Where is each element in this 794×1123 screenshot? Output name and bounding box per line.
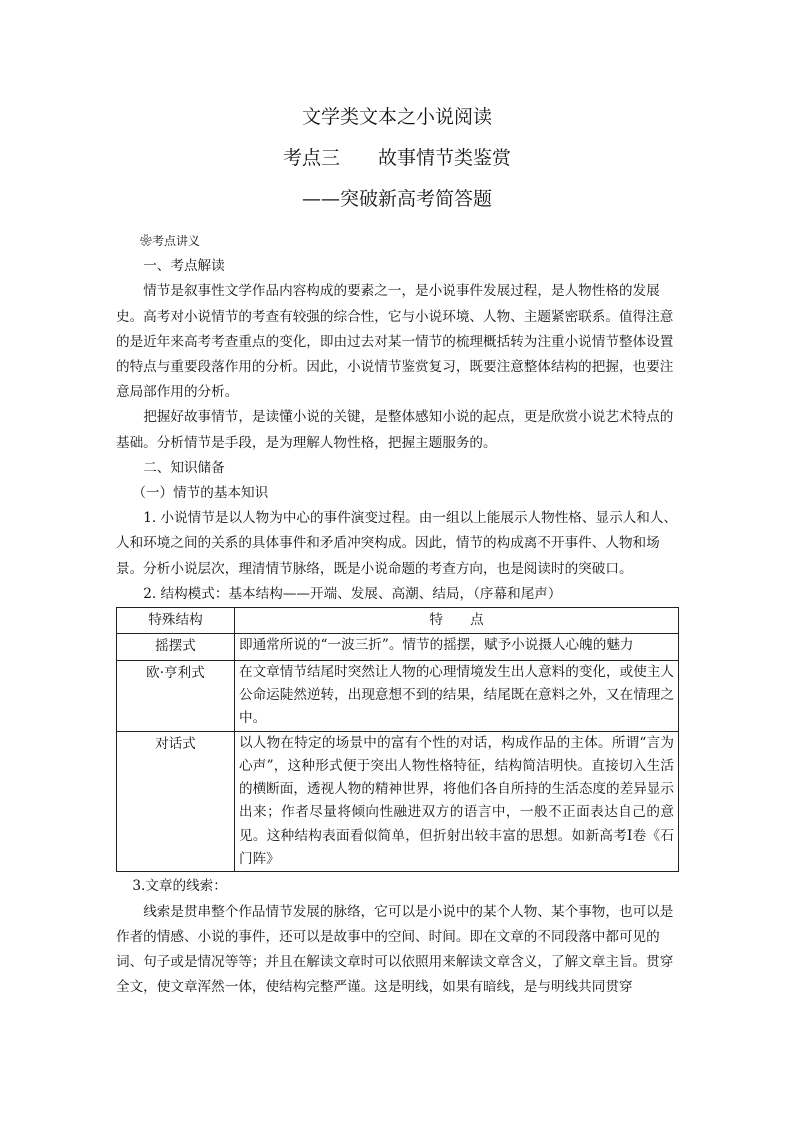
- plot-structure-table: [116, 607, 679, 872]
- part1-paragraph-1: 情节是叙事性文学作品内容构成的要素之一，是小说事件发展过程，是人物性格的发展史。高考对小说情节的考查有较强的综合性，它与小说环境、人物、主题紧密联系。值得注意的是近年来高考考查重点的变化，即由过去对某一情节的梳理概括转为注重小说情节整体设置的特点与重要段落作用的分析。因此，小说情节鉴赏复习，既要注意整体结构的把握，也要注意局部作用的分析。: [116, 283, 674, 401]
- part2-heading: 二、知识储备: [143, 459, 225, 476]
- table-cell-name: 欧·亨利式: [117, 660, 235, 731]
- table-cell-desc: 在文章情节结尾时突然让人物的心理情境发生出人意料的变化，或使主人公命运陡然逆转，出现意想不到的结果，结尾既在意料之外，又在情理之中。: [235, 660, 679, 731]
- table-header-row: [117, 608, 679, 634]
- table-cell-name: 摇摆式: [117, 634, 235, 660]
- part1-heading: 一、考点解读: [143, 258, 225, 275]
- table-cell-desc: 即通常所说的“一波三折”。情节的摇摆，赋予小说摄人心魄的魅力: [235, 634, 679, 660]
- document-subtitle: 考点三 故事情节类鉴赏: [282, 147, 511, 169]
- part3-heading: 3.文章的线索：: [132, 878, 227, 895]
- part3-paragraph: 线索是贯串整个作品情节发展的脉络，它可以是小说中的某个人物、某个事物，也可以是作者的情感、小说的事件，还可以是故事中的空间、时间。即在文章的不同段落中都可见的词、句子或是情况等等；并且在解读文章时可以依照用来解读文章含义，了解文章主旨。贯穿全文，使文章浑然一体，使结构完整严谨。这是明线，如果有暗线，是与明线共同贯穿: [116, 903, 674, 996]
- table-cell-name: 对话式: [117, 731, 235, 872]
- table-row: [117, 634, 679, 660]
- section-note: ❀考点讲义: [140, 234, 201, 248]
- part2-item-2: 2. 结构模式：基本结构——开端、发展、高潮、结局，（序幕和尾声）: [143, 585, 562, 602]
- table-row: [117, 731, 679, 872]
- table-header-name: 特殊结构: [117, 608, 235, 634]
- table-row: [117, 660, 679, 731]
- document-body: [116, 229, 681, 1000]
- part2-item-1: 1. 小说情节是以人物为中心的事件演变过程。由一组以上能展示人物性格、显示人和人、人和环境之间的关系的具体事件和矛盾冲突构成。因此，情节的构成离不开事件、人物和场景。分析小说层次，理清情节脉络，既是小说命题的考查方向，也是阅读时的突破口。: [116, 510, 678, 577]
- document-tagline: ——突破新高考简答题: [301, 188, 492, 210]
- document-title: 文学类文本之小说阅读: [301, 106, 492, 128]
- table-header-desc: 特 点: [235, 608, 679, 634]
- table-cell-desc: 以人物在特定的场景中的富有个性的对话，构成作品的主体。所谓“言为心声”，这种形式便于突出人物性格特征，结构简洁明快。直接切入生活的横断面，透视人物的精神世界，将他们各自所持的生活态度的差异显示出来；作者尽量将倾向性融进双方的语言中，一般不正面表达自己的意见。这种结构表面看似简单，但折射出较丰富的思想。如新高考Ⅰ卷《石门阵》: [235, 731, 679, 872]
- part2-subheading: （一）情节的基本知识: [132, 485, 269, 502]
- part1-paragraph-2: 把握好故事情节，是读懂小说的关键，是整体感知小说的起点，更是欣赏小说艺术特点的基础。分析情节是手段，是为理解人物性格，把握主题服务的。: [116, 409, 674, 451]
